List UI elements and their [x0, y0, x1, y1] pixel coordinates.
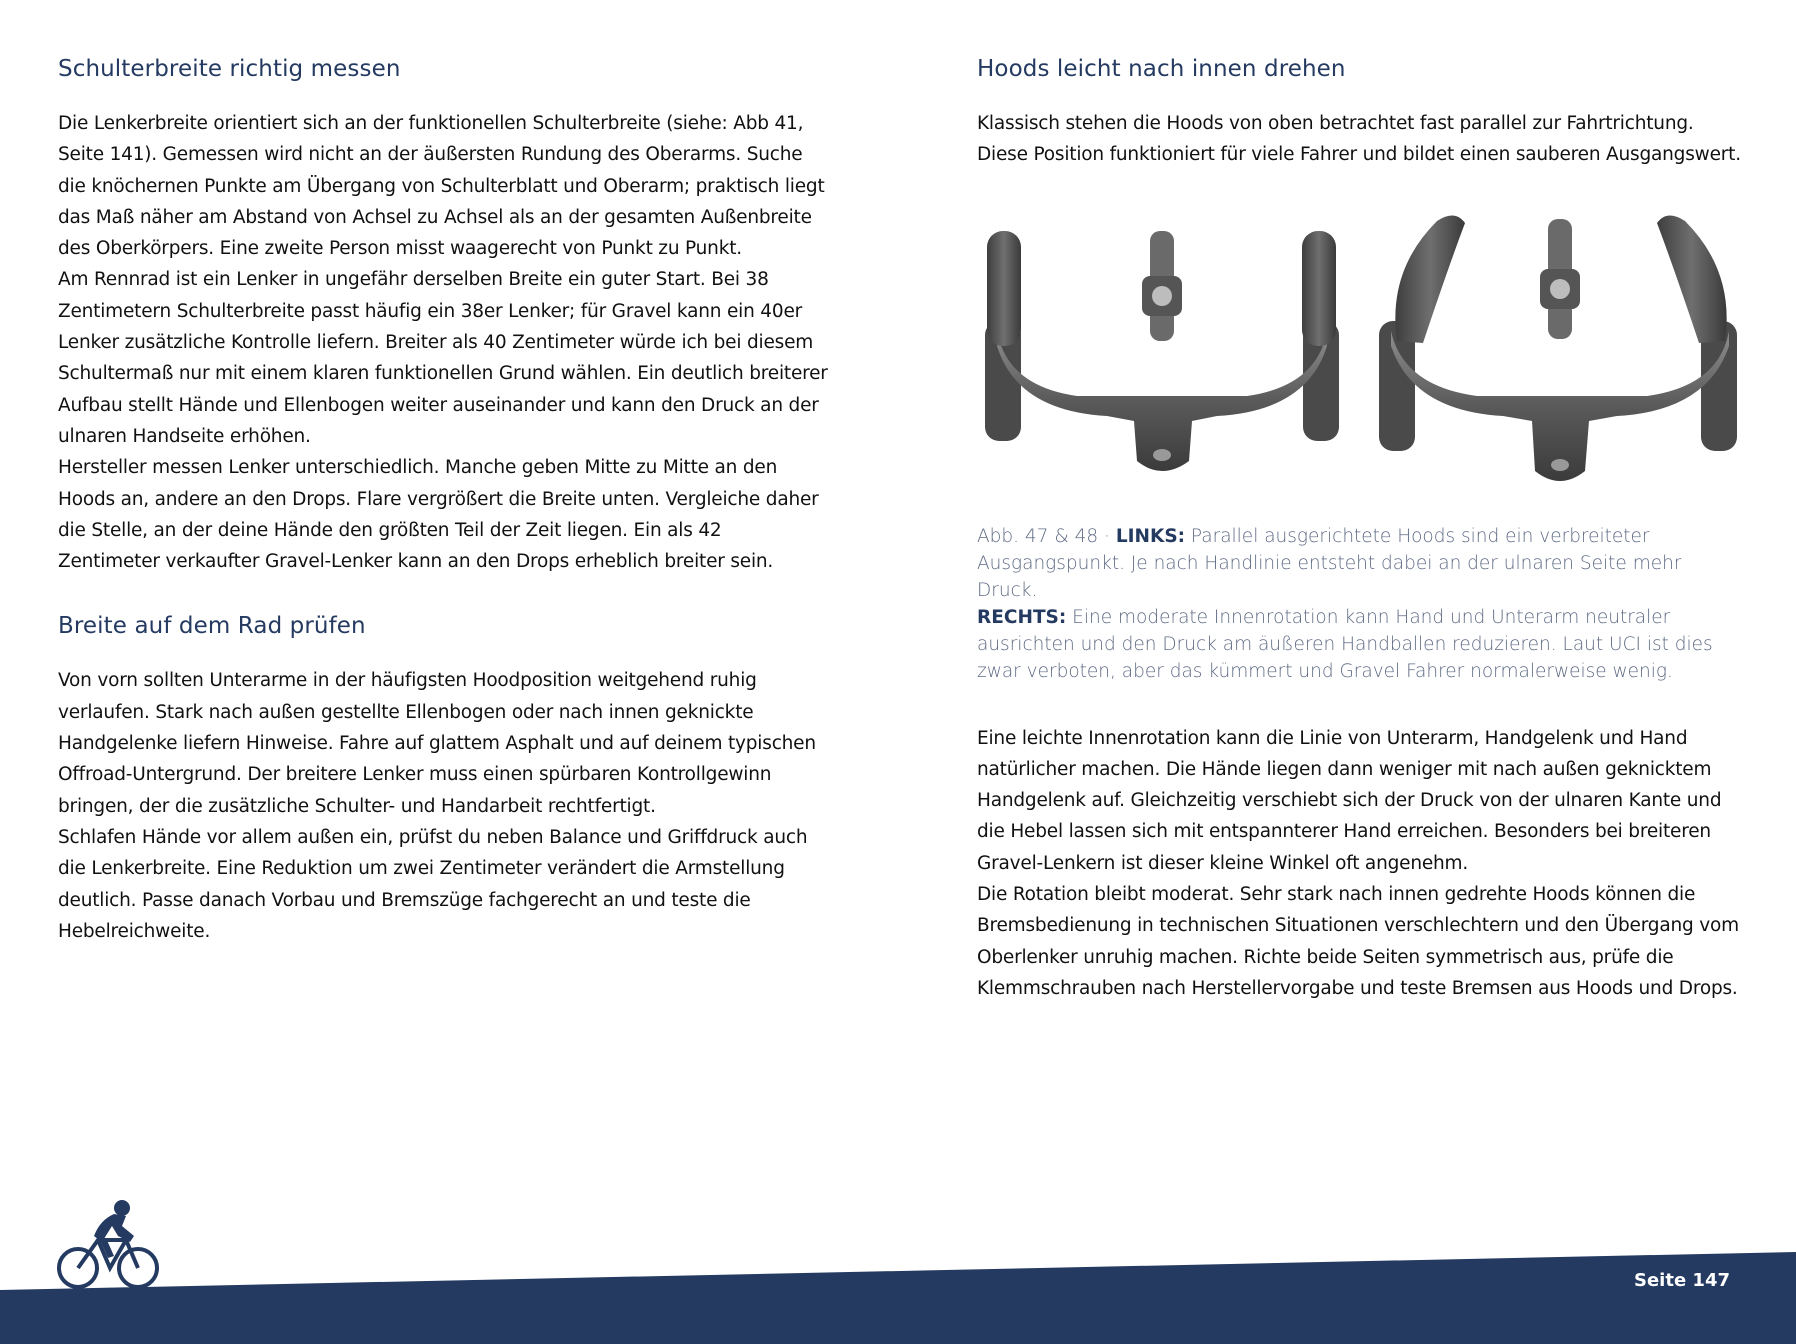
paragraph: Von vorn sollten Unterarme in der häufigsten Hoodposition weitgehend ruhig verlaufen. Stark nach außen gestellte Ellenbogen oder nach innen geknickte Handgelenke liefern Hinweise. Fahre auf glattem Asphalt und auf deinem typischen Offroad-Untergrund. Der breitere Lenker muss einen spürbaren Kontrollgewinn bringen, der die zusätzliche Schulter- und Handarbeit rechtfertigt. — [58, 670, 816, 817]
caption-right-text: Eine moderate Innenrotation kann Hand und Unterarm neutraler ausrichten und den Druck am äußeren Handballen reduzieren. Laut UCI ist dies zwar verboten, aber das kümmert und Gravel Fahrer normalerweise wenig. — [977, 606, 1713, 682]
handlebar-rotated — [1379, 215, 1737, 481]
paragraph: Hersteller messen Lenker unterschiedlich. Manche geben Mitte zu Mitte an den Hoods an, andere an den Drops. Flare vergrößert die Breite unten. Vergleiche daher die Stelle, an der deine Hände den größten Teil der Zeit liegen. Ein als 42 Zentimeter verkaufter Gravel-Lenker kann an den Drops erheblich breiter sein. — [58, 457, 819, 573]
paragraph: Die Rotation bleibt moderat. Sehr stark nach innen gedrehte Hoods können die Bremsbedienung in technischen Situationen verschlechtern und den Übergang vom Oberlenker unruhig machen. Richte beide Seiten symmetrisch aus, prüfe die Klemmschrauben nach Herstellervorgabe und teste Bremsen aus Hoods und Drops. — [977, 884, 1739, 999]
heading-width-check: Breite auf dem Rad prüfen — [58, 613, 366, 640]
caption-prefix: Abb. 47 & 48 · — [977, 525, 1116, 547]
heading-hoods-rotation: Hoods leicht nach innen drehen — [977, 56, 1346, 82]
paragraph: Schlafen Hände vor allem außen ein, prüfst du neben Balance und Griffdruck auch die Lenkerbreite. Eine Reduktion um zwei Zentimeter verändert die Armstellung deutlich. Passe danach Vorbau und Bremszüge fachgerecht an und teste die Hebelreichweite. — [58, 826, 808, 942]
paragraph: Eine leichte Innenrotation kann die Linie von Unterarm, Handgelenk und Hand natürlicher machen. Die Hände liegen dann weniger mit nach außen geknicktem Handgelenk auf. Gleichzeitig verschiebt sich der Druck von der ulnaren Kante und die Hebel lassen sich mit entspannterer Hand erreichen. Besonders bei breiteren Gravel-Lenkern ist dieser kleine Winkel oft angenehm. — [977, 727, 1722, 874]
left-column — [58, 50, 828, 947]
handlebar-parallel — [985, 231, 1339, 471]
page-number: Seite 147 — [1634, 1270, 1730, 1291]
caption-left-text: Parallel ausgerichtete Hoods sind ein verbreiteter Ausgangspunkt. Je nach Handlinie entsteht dabei an der ulnaren Seite mehr Druck. — [977, 525, 1682, 601]
caption-left-label: LINKS: — [1115, 525, 1186, 547]
handlebar-figure — [977, 211, 1747, 511]
cyclist-logo-icon — [56, 1196, 160, 1292]
heading-shoulder-width: Schulterbreite richtig messen — [58, 56, 401, 82]
footer-band — [0, 1240, 1796, 1344]
right-column — [977, 50, 1747, 1004]
caption-right-label: RECHTS: — [977, 606, 1067, 628]
paragraph: Die Lenkerbreite orientiert sich an der funktionellen Schulterbreite (siehe: Abb 41, Seite 141). Gemessen wird nicht an der äußersten Rundung des Oberarms. Suche die knöchernen Punkte am Übergang von Schulterblatt und Oberarm; praktisch liegt das Maß näher am Abstand von Achsel zu Achsel als an der gesamten Außenbreite des Oberkörpers. Eine zweite Person misst waagerecht von Punkt zu Punkt. — [58, 113, 825, 260]
figure-caption — [977, 523, 1747, 685]
handlebar-illustration — [977, 211, 1747, 511]
paragraph: Klassisch stehen die Hoods von oben betrachtet fast parallel zur Fahrtrichtung. Diese Position funktioniert für viele Fahrer und bildet einen sauberen Ausgangswert. — [977, 113, 1741, 166]
paragraph: Am Rennrad ist ein Lenker in ungefähr derselben Breite ein guter Start. Bei 38 Zentimetern Schulterbreite passt häufig ein 38er Lenker; für Gravel kann ein 40er Lenker zusätzliche Kontrolle liefern. Breiter als 40 Zentimeter würde ich bei diesem Schultermaß nur mit einem klaren funktionellen Grund wählen. Ein deutlich breiterer Aufbau stellt Hände und Ellenbogen weiter auseinander und kann den Druck an der ulnaren Handseite erhöhen. — [58, 269, 828, 447]
